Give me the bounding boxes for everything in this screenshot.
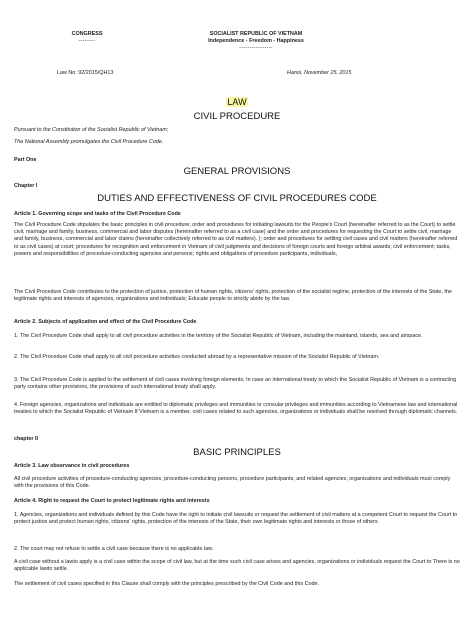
article-title: Article 1. Governing scope and tasks of the Civil Procedure Code xyxy=(14,211,181,217)
chapter-label: Chapter I xyxy=(14,183,38,189)
document-title: CIVIL PROCEDURE xyxy=(193,111,281,122)
national-motto: Independence - Freedom - Happiness xyxy=(208,38,304,45)
document-type xyxy=(0,97,474,108)
chapter-label: chapter II xyxy=(14,436,38,442)
preamble xyxy=(14,127,460,146)
article-paragraph: The Civil Procedure Code stipulates the basic principles in civil procedure; order and procedures for initiating lawsuits for the People's Court (hereinafter referred to as the Court) to settle civil, marriage and family, business, commercial and labor disputes (hereinafter referred to as a civil case) and the order and procedures for requesting the Court to settle civil, marriage and family, business, commercial and labor claims (hereinafter collectively referred to as civil matters). ); order and procedures for settling civil cases and civil matters (hereinafter referred to as civil cases) at court; procedures for recognition and enforcement in Vietnam of civil judgments and decisions of foreign courts and foreign arbitral awards; civil enforcement; tasks, powers and responsibilities of procedure-conducting agencies and persons; rights and obligations of procedure participants, individuals, xyxy=(14,222,458,257)
article-paragraph: The Civil Procedure Code contributes to the protection of justice, protection of human rights, citizens' rights, protection of the socialist regime, protection of the interests of the State, the legitimate rights and interests of agencies, organizations and individuals; Educate people to strictly abide by the law. xyxy=(14,289,452,303)
article-title: Article 3. Law observance in civil procedures xyxy=(14,463,130,469)
motto-divider: ---------------- xyxy=(239,45,273,52)
article-paragraph: 4. Foreign agencies, organizations and individuals are entitled to diplomatic privileges and immunities or consular privileges and immunities according to Vietnamese law and international treaties to which the Socialist Republic of Vietnam If Vietnam is a member, civil cases related to such agencies, organizations or individuals shall be resolved through diplomatic channels. xyxy=(14,402,458,416)
preamble-line: Pursuant to the Constitution of the Socialist Republic of Vietnam; xyxy=(14,127,169,133)
country-name: SOCIALIST REPUBLIC OF VIETNAM xyxy=(209,31,303,37)
article-paragraph: 1. The Civil Procedure Code shall apply to all civil procedure activities in the territory of the Socialist Republic of Vietnam, including the mainland, islands, sea and airspace. xyxy=(14,333,423,339)
issuer-header xyxy=(56,31,118,45)
national-header xyxy=(191,31,321,53)
issuer-divider: -------- xyxy=(78,38,96,45)
article-title: Article 4. Right to request the Court to protect legitimate rights and interests xyxy=(14,498,210,504)
article-paragraph: 3. The Civil Procedure Code is applied to the settlement of civil cases involving foreign elements; In case an international treaty to which the Socialist Republic of Vietnam is a contracting party contains other provisions, the provisions of such international treaty shall apply. xyxy=(14,377,457,391)
article-paragraph: A civil case without a lawto apply is a civil case within the scope of civil law, but at the time such civil case arises and agencies, organizations or individuals request the Court to There is no applicable lawto settle. xyxy=(14,559,460,573)
law-number: Law No: 92/2015/QH13 xyxy=(57,70,114,76)
issue-date: Hanoi, November 25, 2015 xyxy=(287,70,352,76)
article-paragraph: 2. The court may not refuse to settle a civil case because there is no applicable law. xyxy=(14,546,214,552)
chapter-heading: DUTIES AND EFFECTIVENESS OF CIVIL PROCEDURES CODE xyxy=(97,193,377,204)
article-title: Article 2. Subjects of application and effect of the Civil Procedure Code xyxy=(14,319,197,325)
article-paragraph: All civil procedure activities of procedure-conducting agencies, procedure-conducting persons, procedure participants, and related agencies, organizations and individuals must comply with the provisions of this Code. xyxy=(14,476,451,490)
article-paragraph: 2. The Civil Procedure Code shall apply to all civil procedure activities conducted abroad by a representative mission of the Socialist Republic of Vietnam. xyxy=(14,354,380,360)
article-paragraph: The settlement of civil cases specified in this Clause shall comply with the principles prescribed by the Civil Code and this Code. xyxy=(14,581,320,587)
preamble-line: The National Assembly promulgates the Civil Procedure Code. xyxy=(14,139,164,146)
article-paragraph: 1. Agencies, organizations and individuals defined by this Code have the right to initiate civil lawsuits or request the settlement of civil matters at a competent Court to request the Court to protect justice and protect human rights, citizens' rights, protection of the interests of the State, their own legitimate rights and interests or those of others. xyxy=(14,512,458,526)
document-type-label: LAW xyxy=(227,97,247,107)
part-label: Part One xyxy=(14,157,37,163)
chapter-heading: BASIC PRINCIPLES xyxy=(193,447,281,458)
issuer-name: CONGRESS xyxy=(71,31,103,37)
part-heading: GENERAL PROVISIONS xyxy=(183,166,291,177)
